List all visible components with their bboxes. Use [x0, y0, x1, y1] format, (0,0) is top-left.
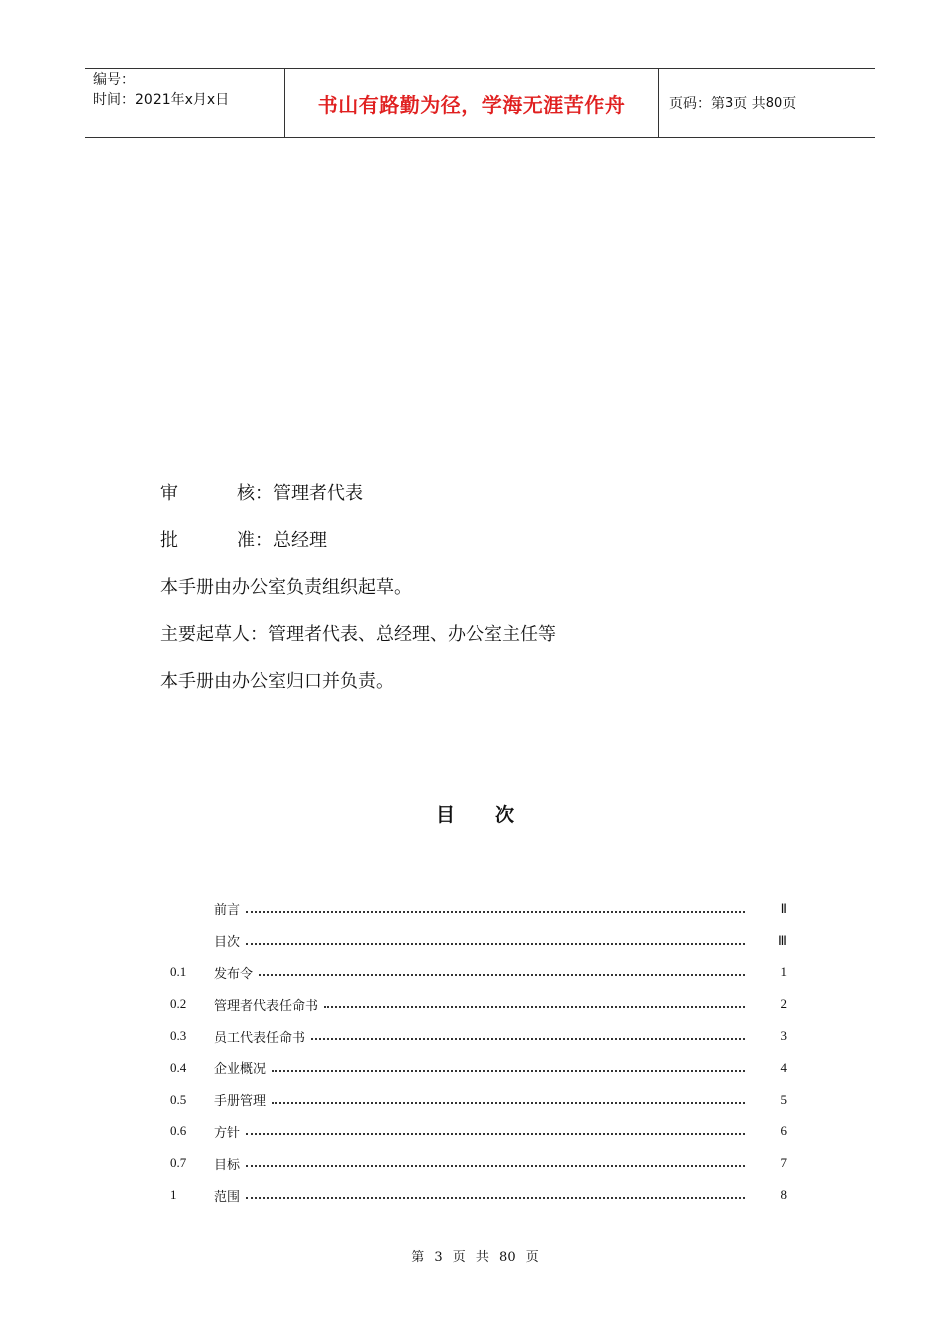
toc-title-part: 次: [495, 804, 515, 826]
toc-leader-dots: [324, 1006, 745, 1008]
toc-entry[interactable]: [170, 1147, 795, 1179]
approval-value: 准：总经理: [237, 530, 327, 551]
toc-entry-name: 发布令: [214, 966, 254, 982]
approval-review-row: [160, 470, 556, 517]
page-header: [85, 68, 875, 138]
page-total: 80: [765, 95, 783, 111]
approval-value: 核：管理者代表: [237, 483, 363, 504]
page-suffix: 页: [782, 96, 797, 112]
toc-entry-page: 8: [780, 1187, 787, 1203]
approval-approve-row: [160, 517, 556, 564]
statement-line: 本手册由办公室归口并负责。: [160, 671, 394, 692]
toc-leader-dots: [246, 943, 745, 945]
toc-entry-name: 目标: [214, 1157, 241, 1173]
toc-entry-page: 3: [780, 1028, 787, 1044]
toc-entry-name: 前言: [214, 903, 241, 919]
toc-leader-dots: [246, 1165, 745, 1167]
toc-leader-dots: [272, 1070, 745, 1072]
toc-entry[interactable]: [170, 1179, 795, 1211]
table-of-contents: [170, 893, 795, 1211]
toc-entry-name: 管理者代表任命书: [214, 998, 319, 1014]
toc-entry-name: 企业概况: [214, 1062, 267, 1078]
toc-entry-number: 0.2: [170, 996, 187, 1012]
header-page-info: [659, 69, 875, 137]
page-prefix: 页码：第: [669, 96, 725, 112]
toc-entry-number: 0.3: [170, 1028, 187, 1044]
toc-entry-page: 5: [780, 1091, 787, 1107]
toc-entry-page: 7: [780, 1155, 787, 1171]
toc-entry[interactable]: [170, 988, 795, 1020]
toc-entry[interactable]: [170, 1084, 795, 1116]
toc-title-part: 目: [435, 804, 455, 826]
toc-entry[interactable]: [170, 1116, 795, 1148]
toc-entry-number: 0.7: [170, 1155, 187, 1171]
toc-leader-dots: [311, 1038, 745, 1040]
page-number: 3: [725, 95, 734, 111]
toc-entry-page: 2: [780, 996, 787, 1012]
toc-leader-dots: [246, 911, 745, 913]
toc-entry-name: 范围: [214, 1189, 241, 1205]
toc-entry-name: 方针: [214, 1125, 241, 1141]
toc-entry-number: 0.6: [170, 1123, 187, 1139]
statement-line: 本手册由办公室负责组织起草。: [160, 577, 412, 598]
toc-entry[interactable]: [170, 957, 795, 989]
toc-title: [0, 800, 950, 827]
toc-entry-page: Ⅱ: [780, 900, 787, 916]
serial-label: 编号：: [93, 72, 135, 88]
approval-key: 审: [160, 483, 178, 504]
approval-key: 批: [160, 530, 178, 551]
toc-leader-dots: [272, 1102, 745, 1104]
time-label: 时间：2021年x月x日: [93, 92, 230, 108]
toc-entry-page: 4: [780, 1059, 787, 1075]
motto-text: 书山有路勤为径，学海无涯苦作舟: [317, 92, 626, 117]
toc-leader-dots: [246, 1133, 745, 1135]
toc-leader-dots: [259, 974, 745, 976]
toc-entry-page: 6: [780, 1123, 787, 1139]
toc-entry[interactable]: [170, 925, 795, 957]
toc-entry-page: Ⅲ: [778, 932, 787, 948]
toc-entry-number: 1: [170, 1187, 177, 1203]
toc-entry-name: 目次: [214, 935, 241, 951]
toc-entry-number: 0.1: [170, 964, 187, 980]
toc-entry[interactable]: [170, 1052, 795, 1084]
toc-entry-number: 0.5: [170, 1091, 187, 1107]
page-footer: 第 3 页 共 80 页: [411, 1250, 539, 1265]
toc-entry[interactable]: [170, 893, 795, 925]
header-motto-cell: [285, 69, 659, 137]
approval-block: [160, 470, 556, 705]
toc-leader-dots: [246, 1197, 745, 1199]
toc-entry-page: 1: [780, 964, 787, 980]
header-meta: [85, 69, 285, 137]
toc-entry-name: 手册管理: [214, 1094, 267, 1110]
statement-line: 主要起草人：管理者代表、总经理、办公室主任等: [160, 624, 556, 645]
page-mid: 页 共: [733, 96, 766, 112]
toc-entry-name: 员工代表任命书: [214, 1030, 306, 1046]
toc-entry[interactable]: [170, 1020, 795, 1052]
toc-entry-number: 0.4: [170, 1059, 187, 1075]
